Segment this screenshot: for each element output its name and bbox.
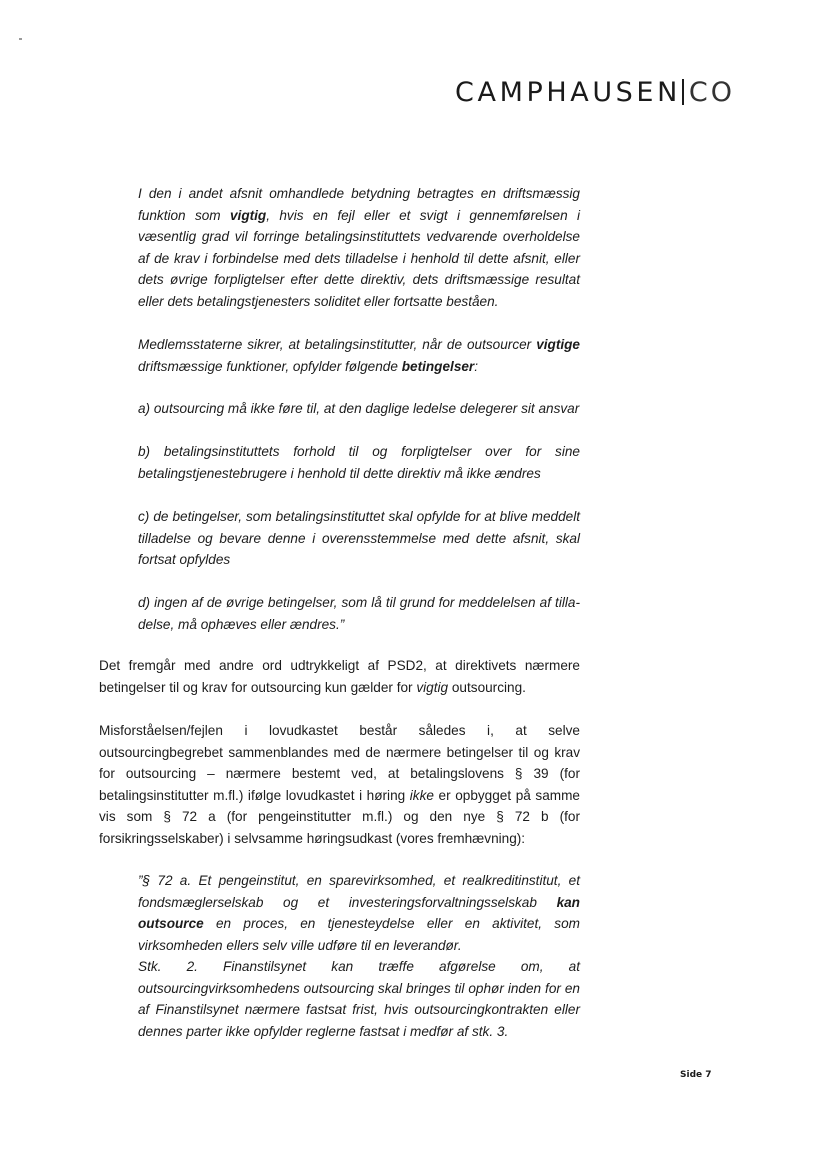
law-quote-paragraph-1: [138, 870, 580, 956]
page-number: Side 7: [680, 1070, 712, 1080]
scan-mark: [19, 38, 22, 40]
logo-text-co: CO: [688, 77, 735, 108]
emphasis-betingelser: betingelser: [401, 358, 475, 374]
quote-text: driftsmæssige funktioner, opfylder følgende: [138, 358, 402, 374]
list-item-d: d) ingen af de øvrige betingelser, som lå til grund for meddelelsen af tilladelse, må ophæves eller ændres.”: [138, 595, 580, 632]
quote-paragraph-1: [138, 183, 580, 313]
company-logo: [455, 76, 735, 110]
quote-text: en proces, en tjenesteydelse eller en aktivitet, som virksomheden ellers selv ville udføre til en leverandør.: [138, 916, 580, 953]
quote-text: , hvis en fejl eller et svigt i gennemførelsen i væsentlig grad vil forringe betalingsinstituttets vedvarende overholdelse af de krav i forbindelse med dets tilladelse i henhold til dette afsnit, eller dets øvrige forpligtelser efter dette direktiv, dets driftsmæssige resultat eller dets betalingstjenesters soliditet eller fortsatte beståen.: [138, 207, 580, 309]
quote-text: :: [474, 358, 479, 374]
body-text: er opbygget på samme vis som § 72 a (for pengeinstitutter m.fl.) og den nye § 72 b (for forsikringsselskaber) i selvsamme høringsudkast (vores fremhævning):: [99, 787, 580, 846]
list-item-b: b) betalingsinstituttets forhold til og forpligtelser over for sine betalingstjenestebrugere i henhold til dette direktiv må ikke ændres: [138, 444, 580, 481]
body-paragraph-2: [99, 720, 580, 850]
quote-text: Medlemsstaterne sikrer, at betalingsinstitutter, når de outsourcer: [138, 337, 537, 352]
body-paragraph-1: [99, 655, 580, 698]
logo-divider: [682, 79, 684, 105]
body-text: Det fremgår med andre ord udtrykkeligt af PSD2, at direktivets nærmere betingelser til og krav for outsourcing kun gælder for: [99, 658, 580, 695]
quote-text: ”§ 72 a. Et pengeinstitut, en sparevirksomhed, et realkreditinstitut, et fondsmæglerselskab og et investeringsforvaltningsselskab: [138, 873, 580, 910]
emphasis-vigtig: vigtig: [229, 207, 267, 223]
emphasis-ikke: ikke: [409, 787, 434, 803]
body-text: outsourcing.: [448, 679, 526, 695]
quote-paragraph-2: [138, 334, 580, 377]
law-quote-paragraph-2: Stk. 2. Finanstilsynet kan træffe afgørelse om, at outsourcingvirksomhedens outsourcing skal bringes til ophør inden for en af Finanstilsynet nærmere fastsat frist, hvis outsourcingkontrakten eller dennes parter ikke opfylder reglerne fastsat i medfør af stk. 3.: [138, 959, 580, 1039]
body-text: Misforståelsen/fejlen i lovudkastet består således i, at selve outsourcingbegrebet sammenblandes med de nærmere betingelser til og krav for outsourcing – nærmere bestemt ved, at betalingslovens § 39 (for betalingsinstitutter m.fl.) ifølge lovudkastet i høring: [99, 723, 580, 803]
emphasis-vigtige: vigtige: [536, 337, 580, 352]
list-item-a: a) outsourcing må ikke føre til, at den daglige ledelse delegerer sit ansvar: [138, 401, 580, 416]
emphasis-vigtig-italic: vigtig: [416, 679, 449, 695]
list-item-c: c) de betingelser, som betalingsinstituttet skal opfylde for at blive meddelt tilladelse og bevare denne i overensstemmelse med dette afsnit, skal fortsat opfyldes: [138, 509, 580, 568]
emphasis-kan-outsource: kan outsource: [138, 894, 580, 932]
logo-text-main: CAMPHAUSEN: [455, 77, 681, 108]
quote-text: I den i andet afsnit omhandlede betydning betragtes en driftsmæssig funktion som: [138, 186, 580, 223]
